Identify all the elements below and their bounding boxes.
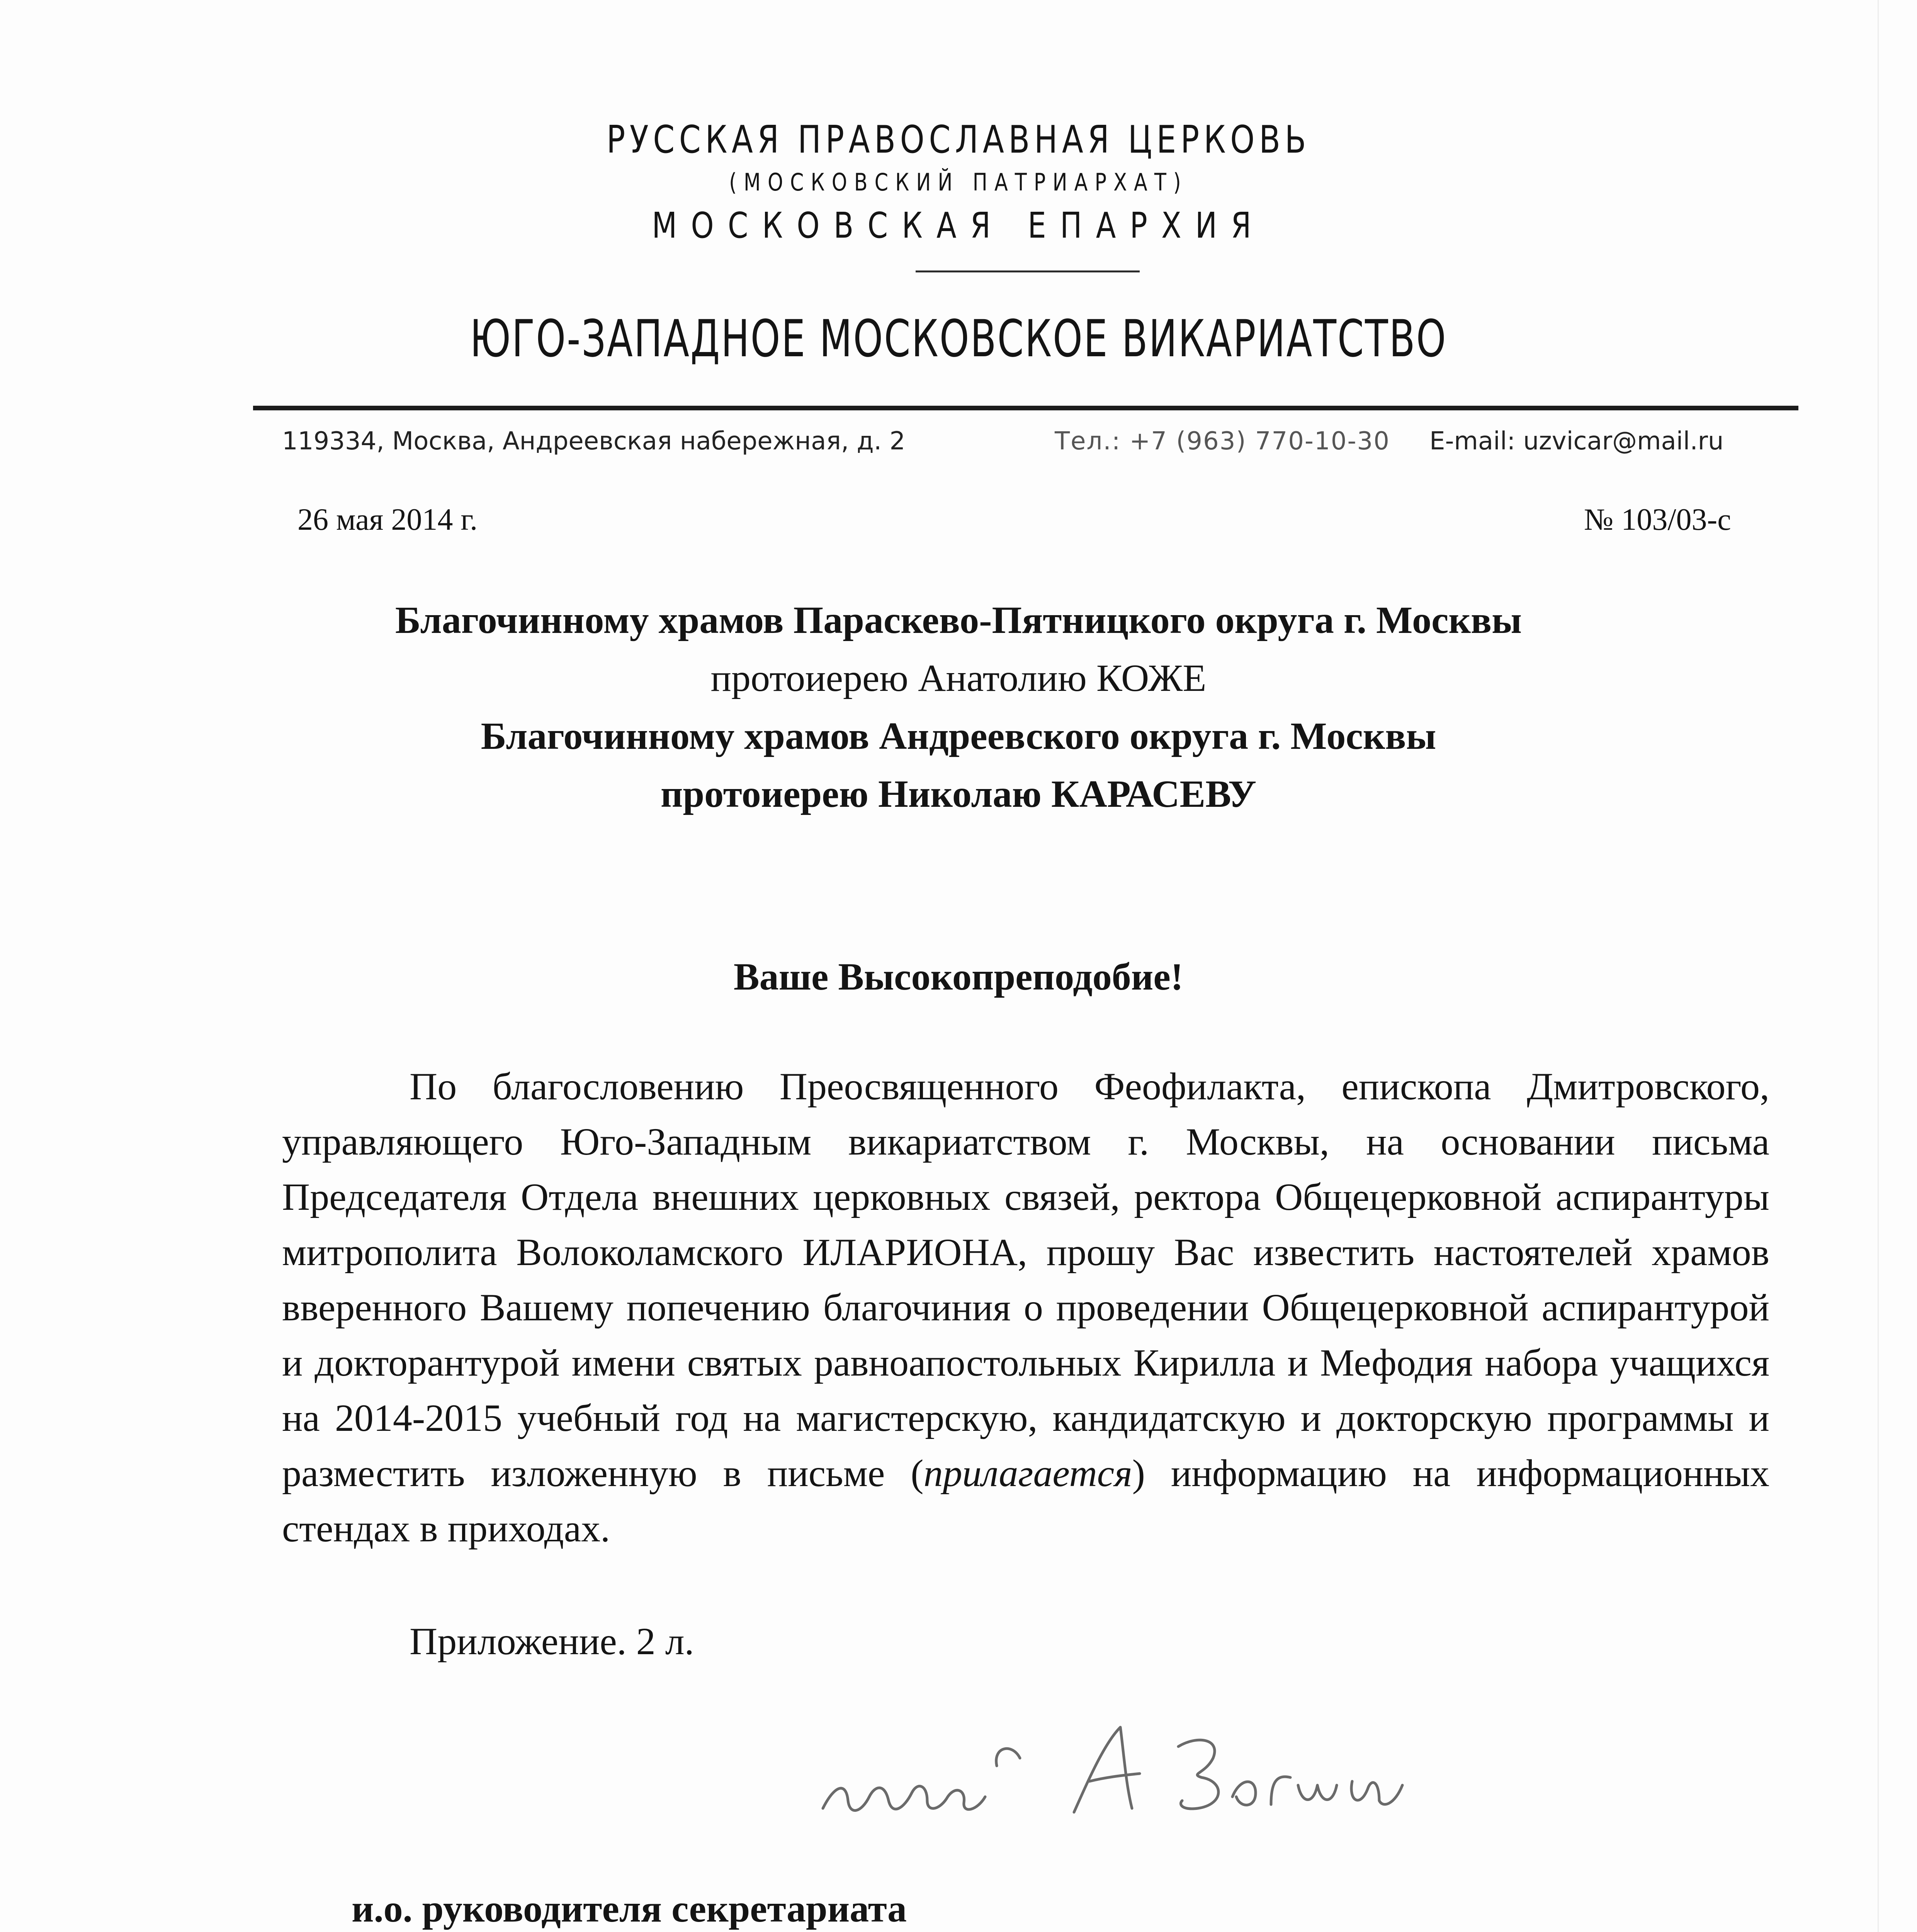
letterhead-email: E-mail: uzvicar@mail.ru xyxy=(1429,427,1724,456)
patriarchate-name: (МОСКОВСКИЙ ПАТРИАРХАТ) xyxy=(729,168,1188,196)
letter-number: № 103/03-с xyxy=(1584,503,1731,537)
signature-stroke-5 xyxy=(1232,1777,1402,1805)
letter-date: 26 мая 2014 г. xyxy=(297,503,478,537)
body-part-1: По благословению Преосвященного Феофилакта, епископа Дмитровского, управляющего Юго-Западным викариатством г. Москвы, на основании письма Председателя Отдела внешних церковных связей, ректора Общецерковной аспирантуры митрополита Волоколамского ИЛАРИОНА, прошу Вас известить настоятелей храмов вверенного Вашему попечению благочиния о проведении Общецерковной аспирантурой и докторантурой имени святых равноапостольных Кирилла и Мефодия набора учащихся на 2014-2015 учебный год на магистерскую, кандидатскую и докторскую программы и разместить изложенную в письме ( xyxy=(282,1065,1769,1495)
addressee-line-2 xyxy=(0,649,1917,707)
scan-right-edge xyxy=(1878,0,1879,1932)
addressee-2-title: протоиерею Анатолию xyxy=(710,656,1096,699)
signature-stroke-1 xyxy=(823,1786,985,1811)
vicariate-title: ЮГО-ЗАПАДНОЕ МОСКОВСКОЕ ВИКАРИАТСТВО xyxy=(470,309,1447,369)
signature-stroke-2 xyxy=(996,1748,1020,1766)
addressee-line-4 xyxy=(0,765,1917,823)
body-emphasis: прилагается xyxy=(923,1452,1132,1495)
signature-stroke-4 xyxy=(1178,1740,1219,1809)
body-part-2: ) информацию на информационных стендах в приходах. xyxy=(282,1452,1769,1550)
letterhead-address: 119334, Москва, Андреевская набережная, д. 2 xyxy=(282,427,906,456)
church-name: РУССКАЯ ПРАВОСЛАВНАЯ ЦЕРКОВЬ xyxy=(606,118,1311,162)
letterhead-divider xyxy=(253,406,1798,410)
handwritten-signature xyxy=(811,1708,1429,1832)
addressee-4-title: протоиерею Николаю xyxy=(660,772,1051,815)
addressee-block xyxy=(0,591,1917,823)
signer-position: и.о. руководителя секретариата xyxy=(352,1887,907,1930)
attachment-note: Приложение. 2 л. xyxy=(410,1620,694,1663)
eparchy-name: МОСКОВСКАЯ ЕПАРХИЯ xyxy=(652,205,1265,246)
signature-stroke-3 xyxy=(1074,1727,1140,1812)
letter-body xyxy=(282,1059,1769,1556)
salutation: Ваше Высокопреподобие! xyxy=(733,955,1184,998)
letterhead-phone: Тел.: +7 (963) 770-10-30 xyxy=(1055,427,1390,456)
addressee-line-1: Благочинному храмов Параскево-Пятницкого округа г. Москвы xyxy=(395,599,1522,641)
addressee-line-3: Благочинному храмов Андреевского округа г. Москвы xyxy=(481,714,1436,757)
signer-block xyxy=(282,1882,992,1932)
letterhead-short-rule xyxy=(916,270,1140,272)
addressee-2-name: КОЖЕ xyxy=(1096,656,1207,699)
addressee-4-name: КАРАСЕВУ xyxy=(1051,772,1257,815)
